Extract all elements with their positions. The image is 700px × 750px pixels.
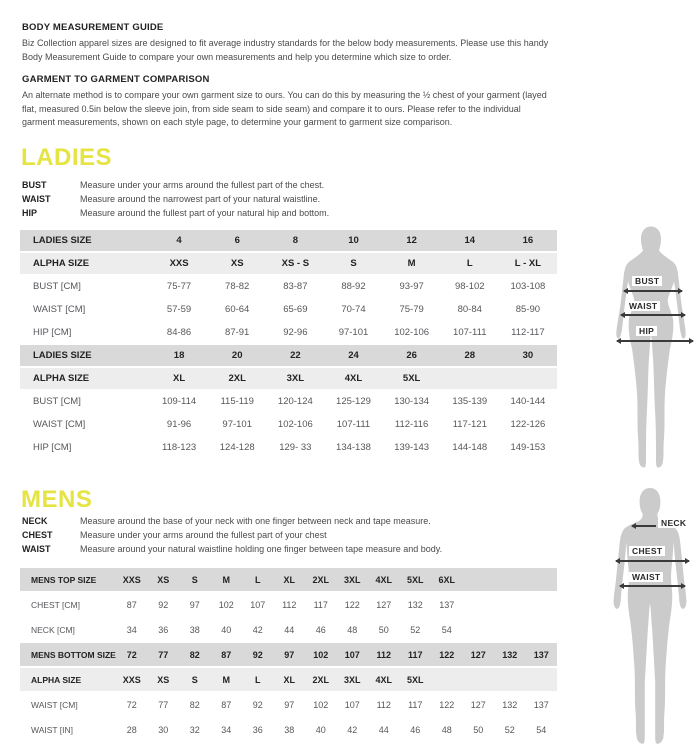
- size-cell: 77: [158, 699, 169, 710]
- definition-row: [22, 528, 442, 542]
- size-cell: 117-121: [452, 419, 487, 430]
- size-cell: 50: [378, 624, 389, 635]
- definition-term: WAIST: [22, 194, 51, 204]
- size-cell: 107: [344, 649, 360, 660]
- size-cell: XXS: [122, 674, 141, 685]
- size-cell: 42: [347, 724, 358, 735]
- size-cell: 97-101: [338, 327, 369, 338]
- size-cell: 97: [284, 699, 295, 710]
- size-cell: 4: [176, 235, 182, 246]
- row-label: BUST [CM]: [33, 396, 81, 407]
- size-cell: 12: [406, 235, 417, 246]
- comparison-text-line: garment measurements, shown on each style page, to determine your garment to garment size comparison.: [22, 117, 453, 127]
- size-cell: XXS: [169, 258, 189, 269]
- definition-term: CHEST: [22, 530, 53, 540]
- size-cell: 87-91: [225, 327, 250, 338]
- size-cell: XL: [173, 373, 186, 384]
- ladies-definitions: [22, 178, 329, 220]
- size-cell: 103-108: [510, 281, 546, 292]
- size-cell: 134-138: [336, 442, 371, 453]
- size-cell: S: [191, 574, 198, 585]
- size-cell: 102-106: [394, 327, 430, 338]
- size-cell: 34: [221, 724, 232, 735]
- table-row: [20, 414, 557, 435]
- table-row: [20, 322, 557, 343]
- size-cell: 72: [126, 699, 137, 710]
- size-cell: S: [191, 674, 198, 685]
- mens-section-heading: MENS: [21, 486, 93, 513]
- table-row: [20, 368, 557, 389]
- row-label: HIP [CM]: [33, 327, 72, 338]
- row-label: WAIST [CM]: [31, 699, 78, 710]
- table-row: [20, 391, 557, 412]
- row-label: CHEST [CM]: [31, 599, 80, 610]
- row-label: ALPHA SIZE: [33, 373, 90, 384]
- size-cell: L: [255, 674, 261, 685]
- definition-term: HIP: [22, 208, 38, 218]
- size-cell: 65-69: [283, 304, 308, 315]
- comparison-text-line: An alternate method is to compare your own garment size to ours. You can do this by measuring the ½ chest of your garment (layed: [22, 90, 547, 100]
- size-cell: XS - S: [281, 258, 310, 269]
- size-cell: 92: [252, 699, 263, 710]
- ladies-section-heading: LADIES: [21, 144, 113, 171]
- size-cell: 16: [522, 235, 534, 246]
- size-cell: 132: [502, 699, 518, 710]
- size-cell: 2XL: [228, 373, 246, 384]
- size-cell: 78-82: [225, 281, 250, 292]
- size-cell: 112: [376, 699, 391, 710]
- chest-measure-arrow-icon: [616, 560, 689, 562]
- intro-text-line: Body Measurement Guide to compare your own measurements and help you determine which size to order.: [22, 51, 452, 62]
- size-cell: 30: [522, 350, 534, 361]
- size-cell: 20: [231, 350, 243, 361]
- size-cell: 52: [504, 724, 515, 735]
- size-cell: 44: [284, 624, 295, 635]
- definition-text: Measure around the fullest part of your natural hip and bottom.: [80, 208, 330, 218]
- mens-definitions: [22, 514, 442, 556]
- size-cell: L - XL: [514, 258, 542, 269]
- size-cell: 97: [284, 649, 295, 660]
- definition-term: WAIST: [22, 544, 51, 554]
- row-label: ALPHA SIZE: [33, 258, 90, 269]
- size-cell: 5XL: [406, 674, 424, 685]
- intro-text-line: Biz Collection apparel sizes are designed to fit average industry standards for the below body measurements. Please use this handy: [22, 38, 549, 48]
- size-cell: 87: [221, 699, 232, 710]
- table-row: [20, 668, 557, 691]
- size-cell: 88-92: [341, 281, 366, 292]
- size-cell: 54: [536, 724, 547, 735]
- size-cell: 6: [234, 235, 240, 246]
- size-cell: 75-79: [399, 304, 424, 315]
- definition-text: Measure around your natural waistline holding one finger between tape measure and body.: [80, 544, 443, 554]
- size-cell: 93-97: [399, 281, 424, 292]
- size-cell: 48: [347, 624, 358, 635]
- size-cell: 40: [221, 624, 232, 635]
- size-cell: 44: [378, 724, 389, 735]
- hip-figure-label: HIP: [636, 326, 657, 336]
- row-label: MENS TOP SIZE: [31, 574, 97, 585]
- size-cell: 40: [315, 724, 326, 735]
- size-cell: 109-114: [161, 396, 197, 407]
- mens-size-table: [20, 568, 557, 741]
- size-cell: 38: [189, 624, 200, 635]
- definition-text: Measure under your arms around the fullest part of the chest.: [80, 180, 325, 190]
- size-cell: 117: [313, 599, 328, 610]
- size-cell: 137: [439, 599, 455, 610]
- size-cell: 4XL: [344, 373, 363, 384]
- size-cell: 75-77: [166, 281, 192, 292]
- size-cell: 6XL: [438, 574, 455, 585]
- size-cell: 137: [533, 699, 549, 710]
- table-row: [20, 437, 557, 458]
- row-label: WAIST [CM]: [33, 304, 86, 315]
- comparison-section: [22, 74, 662, 130]
- size-cell: 50: [473, 724, 484, 735]
- size-cell: 140-144: [510, 396, 546, 407]
- ladies-figure-silhouette: [606, 226, 696, 472]
- ladies-size-table: [20, 230, 557, 458]
- size-cell: 5XL: [402, 373, 421, 384]
- definition-row: [22, 178, 329, 192]
- size-cell: 57-59: [166, 304, 192, 315]
- size-cell: 84-86: [166, 327, 192, 338]
- size-cell: XL: [283, 674, 295, 685]
- waist-measure-arrow-icon: [620, 585, 685, 587]
- size-cell: 82: [189, 699, 200, 710]
- size-cell: 70-74: [341, 304, 366, 315]
- intro-heading: BODY MEASUREMENT GUIDE: [22, 22, 164, 33]
- size-cell: 82: [189, 649, 200, 660]
- table-row: [20, 299, 557, 320]
- size-cell: 42: [252, 624, 263, 635]
- size-cell: L: [466, 258, 473, 269]
- size-cell: 132: [502, 649, 518, 660]
- size-cell: 36: [158, 624, 169, 635]
- row-label: LADIES SIZE: [33, 350, 92, 361]
- table-row: [20, 568, 557, 591]
- size-cell: 132: [407, 599, 423, 610]
- size-cell: 14: [464, 235, 476, 246]
- comparison-text-line: flat, measured 0.5in below the sleeve join, from side seam to side seam) and compare it to ours. Please refer to the individual: [22, 103, 521, 114]
- row-label: LADIES SIZE: [33, 235, 92, 246]
- comparison-heading: GARMENT TO GARMENT COMPARISON: [22, 74, 210, 85]
- size-cell: 5XL: [406, 574, 424, 585]
- size-cell: 2XL: [312, 574, 329, 585]
- size-cell: 60-64: [225, 304, 250, 315]
- size-cell: 124-128: [219, 442, 255, 453]
- size-cell: 122: [344, 599, 360, 610]
- size-cell: 97-101: [222, 419, 252, 430]
- size-cell: 127: [470, 649, 486, 660]
- size-cell: 97: [189, 599, 200, 610]
- size-cell: 127: [470, 699, 486, 710]
- table-row: [20, 693, 557, 716]
- bust-measure-arrow-icon: [624, 290, 682, 292]
- size-cell: 112-116: [394, 419, 429, 430]
- size-cell: 4XL: [375, 674, 392, 685]
- size-cell: 24: [348, 350, 359, 361]
- mens-figure: [603, 488, 697, 748]
- size-cell: 129- 33: [279, 442, 312, 453]
- size-cell: M: [222, 574, 230, 585]
- definition-text: Measure around the narrowest part of your natural waistline.: [80, 194, 321, 204]
- size-cell: 34: [126, 624, 137, 635]
- size-cell: 130-134: [394, 396, 430, 407]
- size-cell: 107: [250, 599, 266, 610]
- size-cell: 46: [410, 724, 421, 735]
- size-cell: 135-139: [452, 396, 488, 407]
- size-cell: 4XL: [375, 574, 392, 585]
- size-cell: XS: [157, 574, 170, 585]
- row-label: WAIST [IN]: [31, 724, 74, 735]
- size-cell: 52: [410, 624, 421, 635]
- size-cell: XS: [157, 674, 170, 685]
- size-cell: 28: [464, 350, 476, 361]
- size-cell: 8: [292, 235, 298, 246]
- row-label: HIP [CM]: [33, 442, 72, 453]
- table-row: [20, 593, 557, 616]
- size-cell: M: [222, 674, 230, 685]
- size-cell: 87: [221, 649, 232, 660]
- row-label: ALPHA SIZE: [31, 674, 82, 685]
- size-cell: 87: [126, 599, 137, 610]
- table-row: [20, 345, 557, 366]
- size-cell: 77: [158, 649, 169, 660]
- size-cell: 85-90: [515, 304, 541, 315]
- neck-measure-arrow-icon: [632, 525, 656, 527]
- row-label: MENS BOTTOM SIZE: [31, 649, 116, 660]
- size-cell: 3XL: [343, 574, 361, 585]
- size-cell: 137: [533, 649, 549, 660]
- size-cell: 92-96: [283, 327, 308, 338]
- definition-text: Measure around the base of your neck with one finger between neck and tape measure.: [80, 516, 431, 526]
- size-cell: 139-143: [394, 442, 430, 453]
- size-cell: 91-96: [166, 419, 192, 430]
- table-row: [20, 253, 557, 274]
- definition-row: [22, 206, 329, 220]
- size-cell: 10: [348, 235, 359, 246]
- neck-figure-label: NECK: [658, 518, 689, 528]
- size-cell: 120-124: [277, 396, 313, 407]
- size-cell: 149-153: [510, 442, 546, 453]
- size-cell: XS: [230, 258, 244, 269]
- table-row: [20, 618, 557, 641]
- size-cell: 54: [441, 624, 452, 635]
- size-cell: 72: [126, 649, 137, 660]
- definition-term: BUST: [22, 180, 47, 190]
- size-cell: 3XL: [343, 674, 361, 685]
- size-cell: 102-106: [277, 419, 313, 430]
- size-cell: 107-111: [453, 327, 487, 338]
- size-cell: 102: [313, 649, 329, 660]
- bust-figure-label: BUST: [632, 276, 662, 286]
- size-cell: 112: [376, 649, 392, 660]
- size-cell: 48: [441, 724, 452, 735]
- size-cell: 36: [252, 724, 263, 735]
- size-cell: XXS: [122, 574, 141, 585]
- ladies-figure: [606, 226, 696, 472]
- size-cell: 102: [313, 699, 329, 710]
- size-cell: 3XL: [286, 373, 305, 384]
- chest-figure-label: CHEST: [629, 546, 665, 556]
- table-row: [20, 276, 557, 297]
- intro-section: [22, 22, 662, 64]
- size-cell: 107-111: [336, 419, 371, 430]
- size-cell: 122: [439, 649, 455, 660]
- row-label: BUST [CM]: [33, 281, 81, 292]
- size-cell: 122-126: [510, 419, 546, 430]
- definition-term: NECK: [22, 516, 48, 526]
- size-cell: 127: [376, 599, 392, 610]
- size-cell: 38: [284, 724, 295, 735]
- waist-figure-label: WAIST: [626, 301, 660, 311]
- table-row: [20, 230, 557, 251]
- hip-measure-arrow-icon: [617, 340, 693, 342]
- size-cell: 26: [406, 350, 417, 361]
- row-label: NECK [CM]: [31, 624, 75, 635]
- definition-row: [22, 542, 442, 556]
- size-cell: 118-123: [161, 442, 197, 453]
- definition-text: Measure under your arms around the fullest part of your chest: [80, 530, 327, 540]
- definition-row: [22, 192, 329, 206]
- size-cell: 112: [282, 599, 297, 610]
- table-row: [20, 643, 557, 666]
- size-cell: 102: [218, 599, 234, 610]
- size-cell: 92: [158, 599, 169, 610]
- size-cell: 28: [126, 724, 137, 735]
- size-cell: 125-129: [336, 396, 371, 407]
- table-row: [20, 718, 557, 741]
- size-cell: 112-117: [511, 327, 545, 338]
- size-cell: 80-84: [457, 304, 482, 315]
- size-cell: 18: [173, 350, 185, 361]
- size-cell: S: [350, 258, 357, 269]
- size-cell: 2XL: [312, 674, 329, 685]
- size-cell: 46: [315, 624, 326, 635]
- size-cell: XL: [283, 574, 295, 585]
- definition-row: [22, 514, 442, 528]
- size-cell: 32: [189, 724, 200, 735]
- size-cell: M: [407, 258, 416, 269]
- waist-figure-label: WAIST: [629, 572, 663, 582]
- waist-measure-arrow-icon: [621, 314, 685, 316]
- size-cell: 22: [290, 350, 301, 361]
- size-cell: 30: [158, 724, 169, 735]
- size-cell: 83-87: [283, 281, 308, 292]
- size-cell: 117: [407, 649, 423, 660]
- size-cell: L: [255, 574, 261, 585]
- size-cell: 107: [344, 699, 360, 710]
- size-cell: 92: [252, 649, 263, 660]
- row-label: WAIST [CM]: [33, 419, 86, 430]
- size-cell: 117: [408, 699, 423, 710]
- size-cell: 144-148: [452, 442, 488, 453]
- size-cell: 115-119: [220, 396, 254, 407]
- size-cell: 98-102: [454, 281, 485, 292]
- size-cell: 122: [439, 699, 455, 710]
